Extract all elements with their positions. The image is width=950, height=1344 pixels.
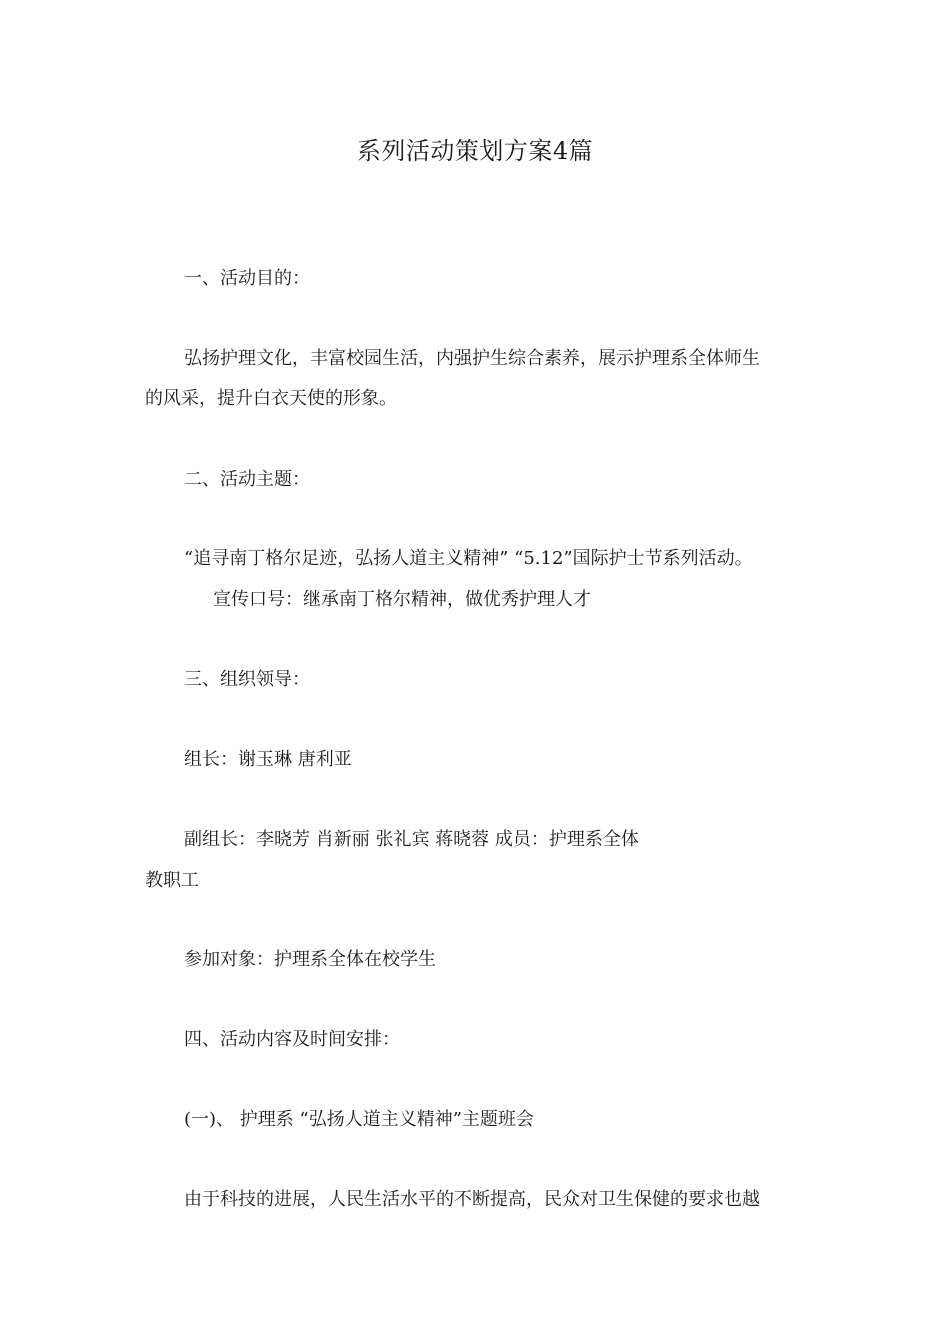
section-3-deputy-line-1: 副组长：李晓芳 肖新丽 张礼宾 蒋晓蓉 成员：护理系全体: [184, 829, 639, 850]
section-2-theme: “追寻南丁格尔足迹，弘扬人道主义精神” “5.12”国际护士节系列活动。: [184, 548, 753, 569]
section-4-heading: 四、活动内容及时间安排：: [184, 1029, 400, 1050]
section-3-heading: 三、组织领导：: [184, 669, 310, 690]
section-2-heading: 二、活动主题：: [184, 469, 310, 490]
section-3-leader: 组长：谢玉琳 唐利亚: [184, 749, 352, 770]
document-title: 系列活动策划方案4篇: [356, 137, 594, 165]
section-3-deputy-line-2: 教职工: [145, 870, 199, 891]
section-1-paragraph-line-2: 的风采，提升白衣天使的形象。: [145, 388, 397, 409]
section-2-slogan: 宣传口号：继承南丁格尔精神，做优秀护理人才: [213, 589, 591, 610]
section-4-item-1: (一)、 护理系 “弘扬人道主义精神”主题班会: [184, 1109, 534, 1130]
section-3-participants: 参加对象：护理系全体在校学生: [184, 949, 436, 970]
section-4-paragraph-line-1: 由于科技的进展，人民生活水平的不断提高，民众对卫生保健的要求也越: [184, 1189, 760, 1210]
section-1-paragraph-line-1: 弘扬护理文化，丰富校园生活，内强护生综合素养，展示护理系全体师生: [184, 348, 760, 369]
section-1-heading: 一、活动目的：: [184, 268, 310, 289]
